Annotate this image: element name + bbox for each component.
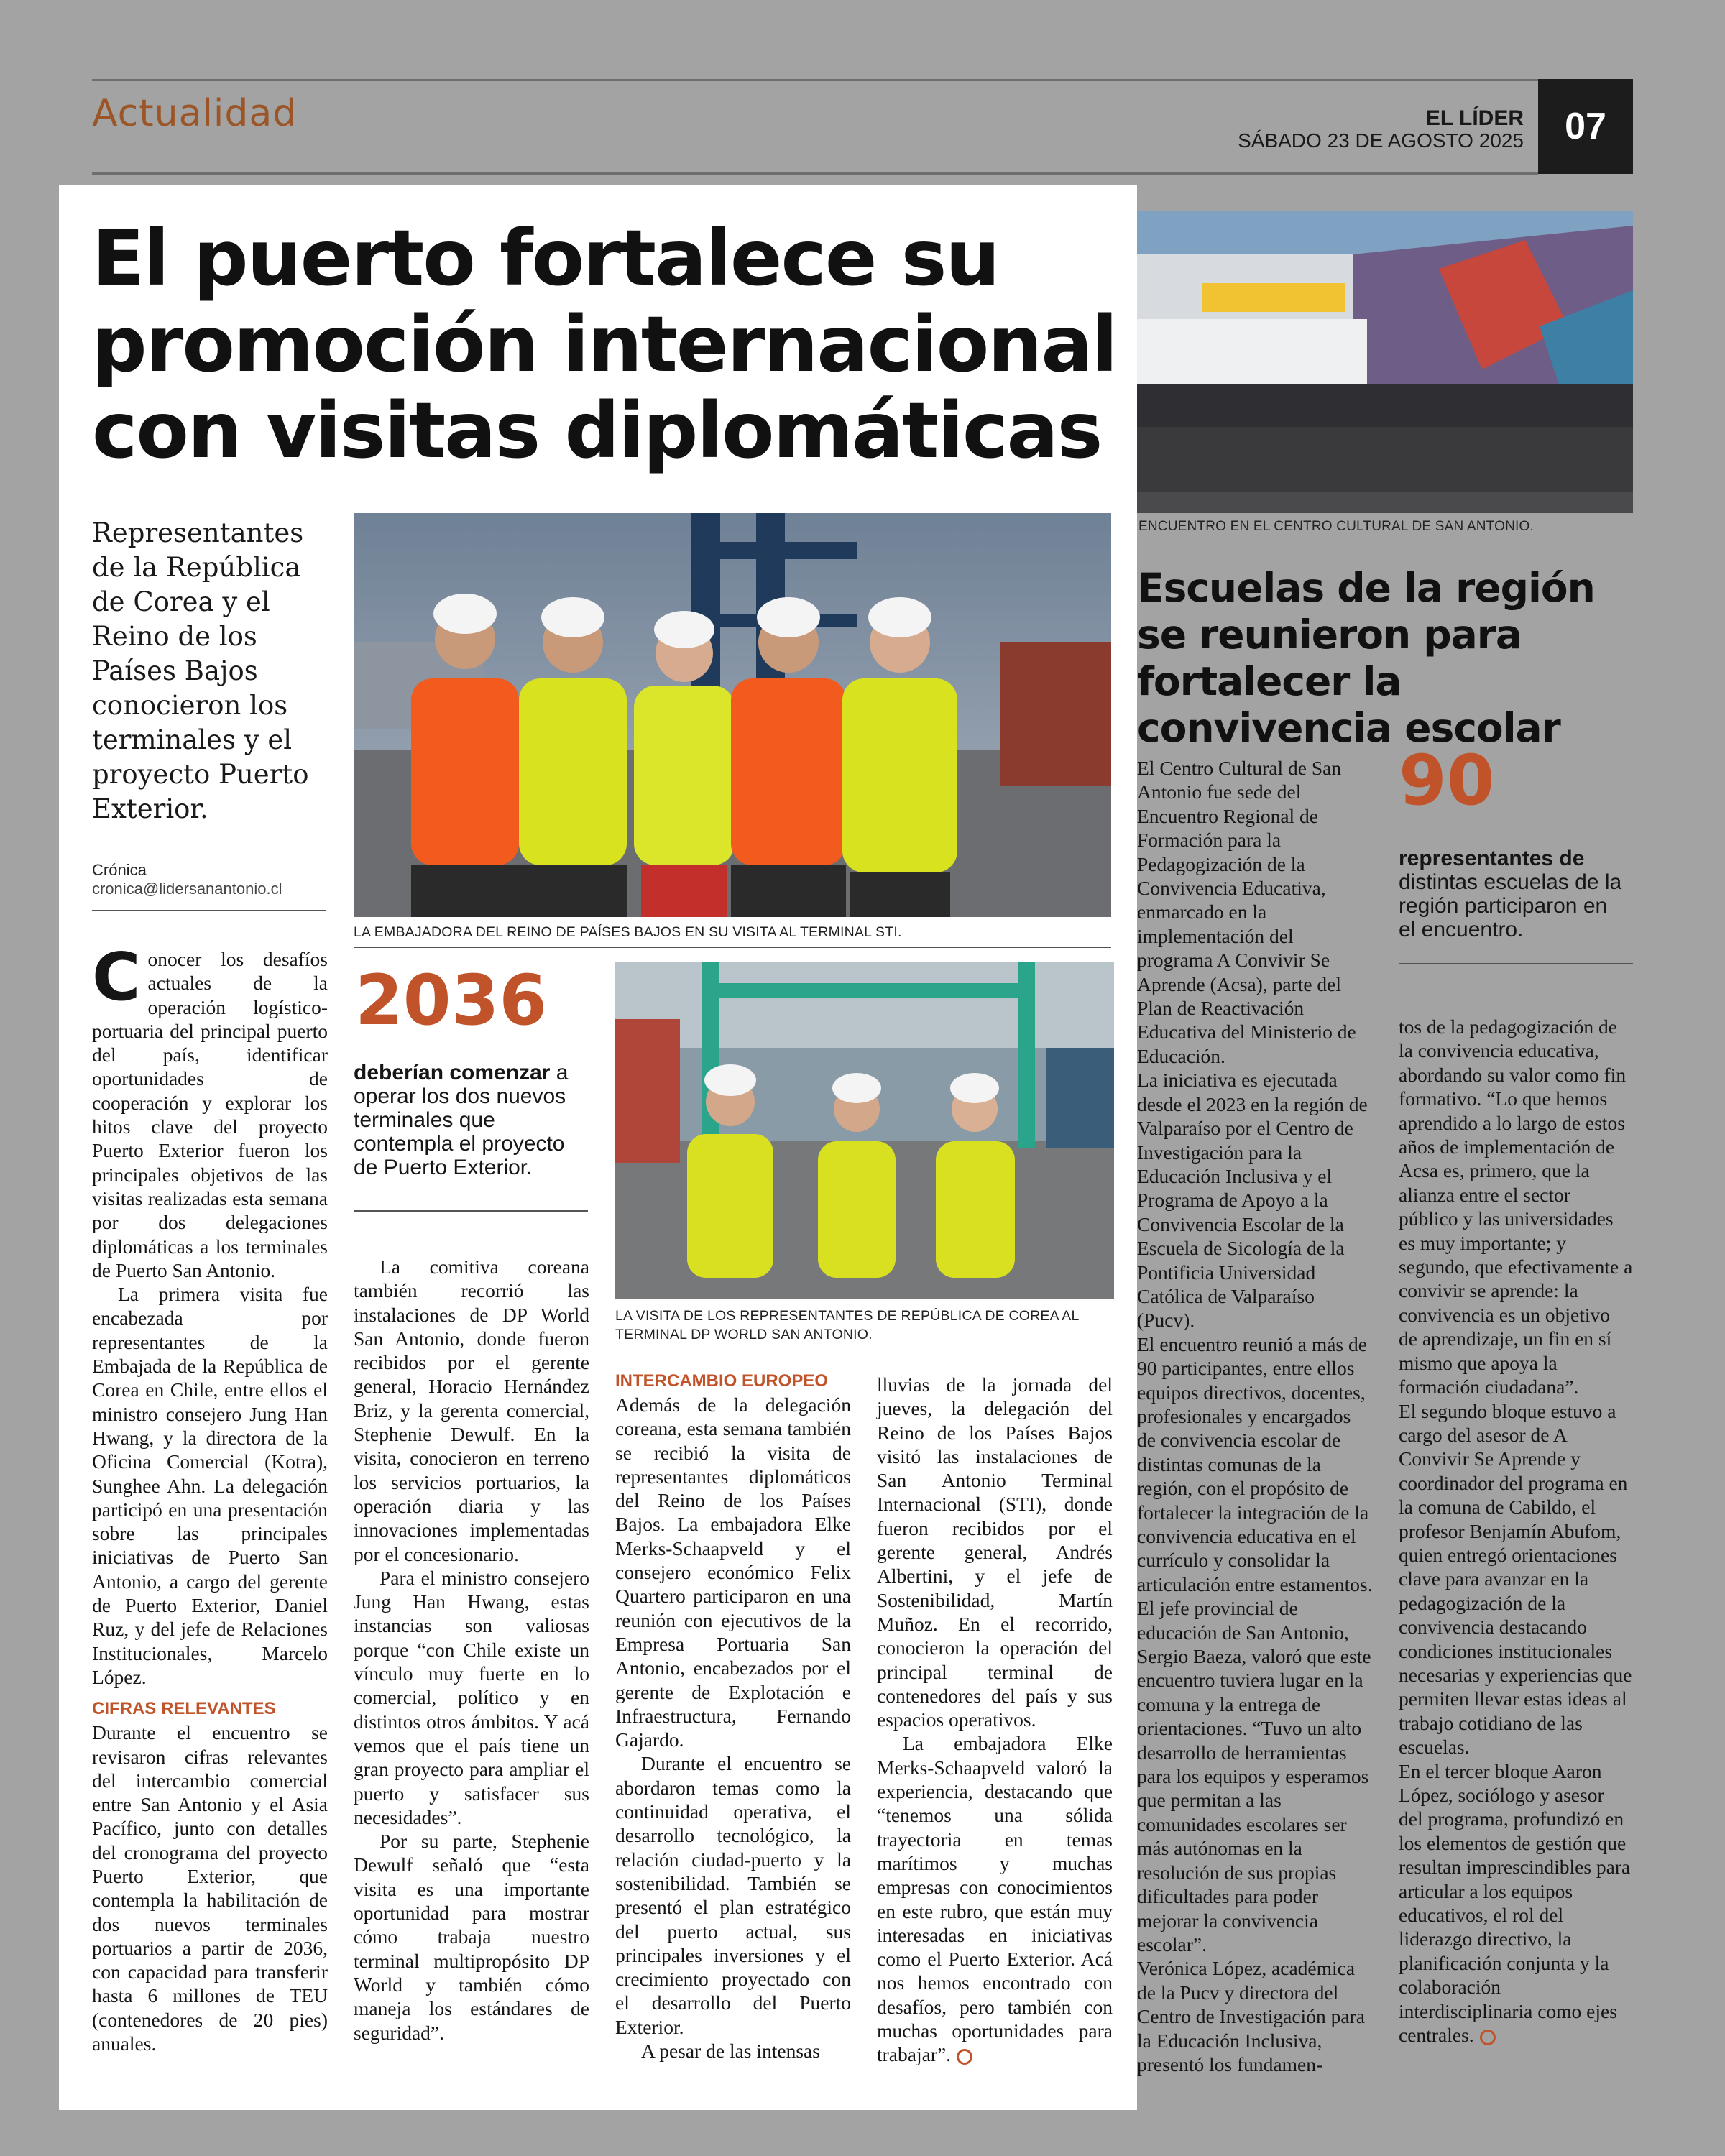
- side-highlight-rule: [1399, 963, 1633, 964]
- main-paragraph-9: A pesar de las intensas: [641, 2040, 820, 2063]
- issue-date: SÁBADO 23 DE AGOSTO 2025: [1238, 129, 1524, 152]
- highlight-bold-90: representantes de: [1399, 847, 1585, 870]
- photo-korea-delegation: [615, 962, 1114, 1299]
- dropcap-letter: C: [92, 939, 141, 1015]
- main-paragraph-1: onocer los desafíos actuales de la operación logístico-portuaria del principal puerto del país, identificar oportunidades de cooperación y explorar los hitos clave del proyecto Puerto Exterior fueron los principales objetivos de las visitas realizadas esta semana por dos delegaciones diplomáticas a los terminales de Puerto San Antonio.: [92, 948, 328, 1281]
- header-top-rule: [92, 79, 1538, 81]
- side-paragraph-4: El jefe provincial de educación de San Antonio, Sergio Baeza, valoró que este encuentro tuviera lugar en la comuna y la entrega de orientaciones. “Tuvo un alto desarrollo de herramientas para los equipos y esperamos que permitan a las comunidades escolares ser más autónomas en la resolución de sus propias dificultades para poder mejorar la convivencia escolar”.: [1137, 1597, 1371, 1955]
- side-column-1: [1137, 756, 1373, 2076]
- section-title: Actualidad: [92, 92, 298, 135]
- caption1-rule: [354, 947, 1111, 948]
- side-headline: Escuelas de la región se reunieron para fortalecer la convivencia escolar: [1137, 565, 1595, 751]
- header-bottom-rule: [92, 172, 1538, 175]
- main-column-1: [92, 939, 328, 2055]
- main-paragraph-11: La embajadora Elke Merks-Schaapveld valoró la experiencia, destacando que “tenemos una sólida trayectoria en temas marítimos y muchas empresas con conocimientos en este rubro, que están muy interesadas en iniciativas como el Puerto Exterior. Acá nos hemos encontrado con desafíos, pero también con muchas oportunidades para trabajar”.: [877, 1732, 1113, 2066]
- main-column-3: [615, 1370, 851, 2063]
- byline-email[interactable]: cronica@lidersanantonio.cl: [92, 880, 282, 898]
- subhead-intercambio: INTERCAMBIO EUROPEO: [615, 1371, 829, 1391]
- photo-korea-caption: LA VISITA DE LOS REPRESENTANTES DE REPÚBLICA DE COREA AL TERMINAL DP WORLD SAN ANTONIO.: [615, 1308, 1079, 1342]
- main-paragraph-3: Durante el encuentro se revisaron cifras relevantes del intercambio comercial entre San Antonio y el Asia Pacífico, junto con detalles del cronograma del proyecto Puerto Exterior, que contempla la habilitación de dos nuevos terminales portuarios a partir de 2036, con capacidad para transferir hasta 6 millones de TEU (contenedores de 20 pies) anuales.: [92, 1721, 328, 2055]
- byline-name: Crónica: [92, 861, 147, 879]
- page-number: 07: [1538, 79, 1633, 174]
- main-column-4: [877, 1373, 1113, 2067]
- photo-netherlands-delegation: [354, 513, 1111, 917]
- side-paragraph-7: El segundo bloque estuvo a cargo del asesor de A Convivir Se Aprende y coordinador del programa en la comuna de Cabildo, el profesor Benjamín Abufom, quien entregó orientaciones clave para avanzar en la pedagogización de la convivencia destacando condiciones institucionales necesarias y experiencias que permiten llevar estas ideas al trabajo cotidiano de las escuelas.: [1399, 1399, 1632, 1759]
- side-paragraph-3: El encuentro reunió a más de 90 participantes, entre ellos equipos directivos, docentes, profesionales y encargados de convivencia escolar de distintas comunas de la región, con el propósito de fortalecer la integración de la convivencia educativa en el currículo y consolidar la articulación entre estamentos.: [1137, 1332, 1373, 1595]
- highlight-bold-2036: deberían comenzar: [354, 1061, 551, 1084]
- photo-netherlands-caption: LA EMBAJADORA DEL REINO DE PAÍSES BAJOS EN SU VISITA AL TERMINAL STI.: [354, 924, 902, 940]
- side-paragraph-6: tos de la pedagogización de la convivencia educativa, abordando su valor como fin formativo. “Lo que hemos aprendido a lo largo de estos años de implementación de Acsa es, primero, que la alianza entre el sector público y las universidades es muy importante; y segundo, que efectivamente a convivir se aprende: la convivencia es un objetivo de aprendizaje, un fin en sí mismo que apoya la formación ciudadana”.: [1399, 1015, 1633, 1399]
- side-paragraph-2: La iniciativa es ejecutada desde el 2023 en la región de Valparaíso por el Centro de Investigación para la Educación Inclusiva y el Programa de Apoyo a la Convivencia Escolar de la Escuela de Sicología de la Pontificia Universidad Católica de Valparaíso (Pucv).: [1137, 1069, 1368, 1332]
- side-paragraph-1: El Centro Cultural de San Antonio fue sede del Encuentro Regional de Formación para la Pedagogización de la Convivencia Educativa, enmarcado en la implementación del programa A Convivir Se Aprende (Acsa), parte del Plan de Reactivación Educativa del Ministerio de Educación.: [1137, 757, 1356, 1067]
- highlight-text-90: [1399, 847, 1629, 941]
- main-paragraph-4: La comitiva coreana también recorrió las instalaciones de DP World San Antonio, donde fueron recibidos por el gerente general, Horacio Hernández Briz, y la gerenta comercial, Stephenie Dewulf. En la visita, conocieron en terreno los servicios portuarios, la operación diaria y las innovaciones implementadas por el concesionario.: [354, 1256, 589, 1565]
- highlight-rest-2036: a operar los dos nuevos terminales que contempla el proyecto de Puerto Exterior.: [354, 1061, 569, 1179]
- side-paragraph-8: En el tercer bloque Aaron López, sociólogo y asesor del programa, profundizó en los elementos de gestión que resultan imprescindibles para articular a los equipos educativos, el rol del liderazgo directivo, la planificación conjunta y la colaboración interdisciplinaria como ejes centrales.: [1399, 1759, 1631, 2047]
- main-paragraph-2: La primera visita fue encabezada por representantes de la Embajada de la República de Corea en Chile, entre ellos el ministro consejero Jung Han Hwang, y la directora de la Oficina Comercial (Kotra), Sunghee Ahn. La delegación participó en una presentación sobre las principales iniciativas de Puerto San Antonio, a cargo del gerente de Puerto Exterior, Daniel Ruz, y del jefe de Relaciones Institucionales, Marcelo López.: [92, 1283, 328, 1688]
- highlight-text-2036: [354, 1061, 584, 1179]
- main-paragraph-6: Por su parte, Stephenie Dewulf señaló que “esta visita es una importante oportunidad para mostrar cómo trabaja nuestro terminal multipropósito DP World y también cómo maneja los estándares de seguridad”.: [354, 1830, 589, 2044]
- main-headline: El puerto fortalece su promoción internacional con visitas diplomáticas: [92, 214, 1117, 476]
- byline-rule: [92, 910, 326, 911]
- byline: [92, 861, 329, 898]
- subhead-cifras: CIFRAS RELEVANTES: [92, 1699, 276, 1719]
- highlight-number-2036: 2036: [355, 960, 548, 1041]
- main-deck: Representantes de la República de Corea y el Reino de los Países Bajos conocieron los terminales y el proyecto Puerto Exterior.: [92, 517, 309, 824]
- highlight-number-90: 90: [1399, 740, 1495, 821]
- main-column-2: [354, 1255, 589, 2045]
- end-mark-icon: [957, 2049, 972, 2065]
- side-end-mark-icon: [1480, 2030, 1496, 2045]
- highlight-rule: [354, 1210, 588, 1212]
- side-column-2: [1399, 1015, 1633, 2047]
- photo-school-meeting: [1137, 211, 1633, 513]
- highlight-rest-90: distintas escuelas de la región participaron en el encuentro.: [1399, 870, 1622, 941]
- photo-school-caption: ENCUENTRO EN EL CENTRO CULTURAL DE SAN ANTONIO.: [1138, 519, 1534, 534]
- main-paragraph-5: Para el ministro consejero Jung Han Hwang, estas instancias son valiosas porque “con Chile existe un vínculo muy fuerte en lo comercial, político y en distintos otros ámbitos. Y acá vemos que el país tiene un gran proyecto para ampliar el puerto y satisfacer sus necesidades”.: [354, 1566, 589, 1828]
- side-paragraph-5: Verónica López, académica de la Pucv y directora del Centro de Investigación para la Educación Inclusiva, presentó los fundamen-: [1137, 1957, 1365, 2076]
- main-paragraph-10: lluvias de la jornada del jueves, la delegación del Reino de los Países Bajos visitó las instalaciones de San Antonio Terminal Internacional (STI), donde fueron recibidos por el gerente general, Andrés Albertini, y el jefe de Sostenibilidad, Martín Muñoz. En el recorrido, conocieron la operación del principal terminal de contenedores del país y sus espacios operativos.: [877, 1373, 1113, 1731]
- paper-name: EL LÍDER: [1425, 106, 1524, 130]
- main-paragraph-8: Durante el encuentro se abordaron temas como la continuidad operativa, el desarrollo tecnológico, la relación ciudad-puerto y la sostenibilidad. También se presentó el plan estratégico del puerto actual, sus principales inversiones y el crecimiento proyectado con el desarrollo del Puerto Exterior.: [615, 1752, 851, 2038]
- main-paragraph-7: Además de la delegación coreana, esta semana también se recibió la visita de representantes diplomáticos del Reino de los Países Bajos. La embajadora Elke Merks-Schaapveld y el consejero económico Felix Quartero participaron en una reunión con ejecutivos de la Empresa Portuaria San Antonio, encabezados por el gerente de Explotación e Infraestructura, Fernando Gajardo.: [615, 1393, 851, 1751]
